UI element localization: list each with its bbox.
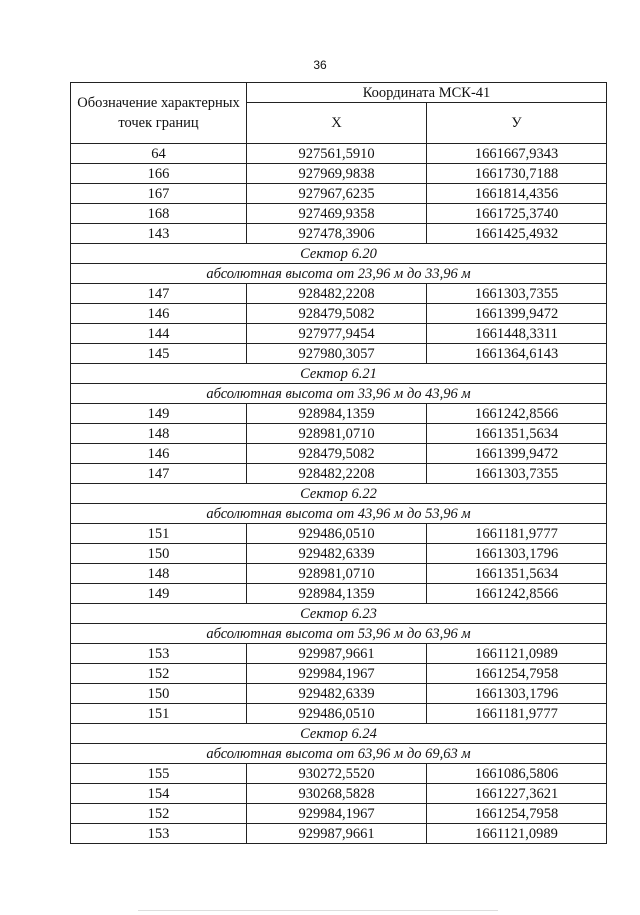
point-id-cell: 64 xyxy=(71,144,247,164)
table-row xyxy=(71,324,607,344)
sector-altitude: абсолютная высота от 63,96 м до 69,63 м xyxy=(71,744,607,764)
x-coordinate-cell: 929984,1967 xyxy=(247,664,427,684)
y-coordinate-cell: 1661242,8566 xyxy=(427,584,607,604)
y-coordinate-cell: 1661254,7958 xyxy=(427,664,607,684)
x-coordinate-cell: 927969,9838 xyxy=(247,164,427,184)
point-id-cell: 147 xyxy=(71,464,247,484)
y-coordinate-cell: 1661121,0989 xyxy=(427,644,607,664)
table-row xyxy=(71,184,607,204)
x-coordinate-cell: 927469,9358 xyxy=(247,204,427,224)
x-coordinate-cell: 928981,0710 xyxy=(247,424,427,444)
point-id-cell: 153 xyxy=(71,824,247,844)
x-coordinate-cell: 929482,6339 xyxy=(247,544,427,564)
sector-title-row xyxy=(71,724,607,744)
sector-altitude-row xyxy=(71,624,607,644)
y-coordinate-cell: 1661814,4356 xyxy=(427,184,607,204)
x-coordinate-cell: 927977,9454 xyxy=(247,324,427,344)
table-row xyxy=(71,544,607,564)
table-row xyxy=(71,404,607,424)
point-id-cell: 155 xyxy=(71,764,247,784)
point-id-cell: 148 xyxy=(71,424,247,444)
x-coordinate-cell: 930272,5520 xyxy=(247,764,427,784)
table-body xyxy=(71,144,607,844)
point-id-cell: 168 xyxy=(71,204,247,224)
sector-title-row xyxy=(71,604,607,624)
x-coordinate-cell: 928482,2208 xyxy=(247,464,427,484)
y-coordinate-cell: 1661242,8566 xyxy=(427,404,607,424)
point-id-cell: 150 xyxy=(71,544,247,564)
x-coordinate-cell: 928479,5082 xyxy=(247,304,427,324)
x-column-header: X xyxy=(247,103,427,144)
scan-edge-line xyxy=(138,910,498,911)
point-id-cell: 148 xyxy=(71,564,247,584)
point-id-cell: 150 xyxy=(71,684,247,704)
table-row xyxy=(71,464,607,484)
x-coordinate-cell: 928482,2208 xyxy=(247,284,427,304)
x-coordinate-cell: 927980,3057 xyxy=(247,344,427,364)
point-id-cell: 144 xyxy=(71,324,247,344)
table-row xyxy=(71,804,607,824)
sector-title: Сектор 6.20 xyxy=(71,244,607,264)
point-id-cell: 154 xyxy=(71,784,247,804)
x-coordinate-cell: 928479,5082 xyxy=(247,444,427,464)
table-row xyxy=(71,424,607,444)
x-coordinate-cell: 927561,5910 xyxy=(247,144,427,164)
x-coordinate-cell: 930268,5828 xyxy=(247,784,427,804)
y-coordinate-cell: 1661725,3740 xyxy=(427,204,607,224)
table-row xyxy=(71,144,607,164)
table-row xyxy=(71,524,607,544)
y-coordinate-cell: 1661303,1796 xyxy=(427,684,607,704)
x-coordinate-cell: 928981,0710 xyxy=(247,564,427,584)
table-row xyxy=(71,284,607,304)
sector-title: Сектор 6.22 xyxy=(71,484,607,504)
y-coordinate-cell: 1661351,5634 xyxy=(427,564,607,584)
sector-altitude-row xyxy=(71,504,607,524)
y-coordinate-cell: 1661351,5634 xyxy=(427,424,607,444)
y-coordinate-cell: 1661448,3311 xyxy=(427,324,607,344)
point-id-cell: 152 xyxy=(71,664,247,684)
point-id-cell: 146 xyxy=(71,304,247,324)
point-id-cell: 149 xyxy=(71,584,247,604)
table-row xyxy=(71,224,607,244)
table-row xyxy=(71,164,607,184)
sector-altitude-row xyxy=(71,384,607,404)
x-coordinate-cell: 929987,9661 xyxy=(247,824,427,844)
y-coordinate-cell: 1661086,5806 xyxy=(427,764,607,784)
y-coordinate-cell: 1661303,1796 xyxy=(427,544,607,564)
sector-title: Сектор 6.24 xyxy=(71,724,607,744)
table-row xyxy=(71,584,607,604)
table-row xyxy=(71,684,607,704)
y-coordinate-cell: 1661303,7355 xyxy=(427,284,607,304)
sector-title: Сектор 6.21 xyxy=(71,364,607,384)
point-id-cell: 143 xyxy=(71,224,247,244)
sector-altitude-row xyxy=(71,744,607,764)
y-coordinate-cell: 1661121,0989 xyxy=(427,824,607,844)
point-id-cell: 145 xyxy=(71,344,247,364)
y-coordinate-cell: 1661303,7355 xyxy=(427,464,607,484)
y-column-header: У xyxy=(427,103,607,144)
point-id-cell: 151 xyxy=(71,704,247,724)
point-id-cell: 147 xyxy=(71,284,247,304)
sector-altitude: абсолютная высота от 33,96 м до 43,96 м xyxy=(71,384,607,404)
sector-altitude-row xyxy=(71,264,607,284)
table-row xyxy=(71,824,607,844)
table-row xyxy=(71,644,607,664)
table-row xyxy=(71,204,607,224)
y-coordinate-cell: 1661425,4932 xyxy=(427,224,607,244)
sector-title-row xyxy=(71,364,607,384)
y-coordinate-cell: 1661667,9343 xyxy=(427,144,607,164)
y-coordinate-cell: 1661181,9777 xyxy=(427,704,607,724)
x-coordinate-cell: 927478,3906 xyxy=(247,224,427,244)
table-row xyxy=(71,344,607,364)
sector-title: Сектор 6.23 xyxy=(71,604,607,624)
x-coordinate-cell: 928984,1359 xyxy=(247,584,427,604)
point-id-cell: 153 xyxy=(71,644,247,664)
designation-header: Обозначение характерных точек границ xyxy=(71,83,247,144)
x-coordinate-cell: 929482,6339 xyxy=(247,684,427,704)
table-row xyxy=(71,304,607,324)
table-row xyxy=(71,564,607,584)
y-coordinate-cell: 1661181,9777 xyxy=(427,524,607,544)
table-row xyxy=(71,784,607,804)
sector-title-row xyxy=(71,244,607,264)
point-id-cell: 167 xyxy=(71,184,247,204)
x-coordinate-cell: 929486,0510 xyxy=(247,704,427,724)
coordinates-table xyxy=(70,82,607,844)
y-coordinate-cell: 1661254,7958 xyxy=(427,804,607,824)
point-id-cell: 152 xyxy=(71,804,247,824)
x-coordinate-cell: 927967,6235 xyxy=(247,184,427,204)
table-row xyxy=(71,704,607,724)
page-number: 36 xyxy=(313,58,327,72)
point-id-cell: 146 xyxy=(71,444,247,464)
x-coordinate-cell: 929984,1967 xyxy=(247,804,427,824)
y-coordinate-cell: 1661399,9472 xyxy=(427,444,607,464)
y-coordinate-cell: 1661364,6143 xyxy=(427,344,607,364)
y-coordinate-cell: 1661730,7188 xyxy=(427,164,607,184)
y-coordinate-cell: 1661227,3621 xyxy=(427,784,607,804)
sector-altitude: абсолютная высота от 23,96 м до 33,96 м xyxy=(71,264,607,284)
table-row xyxy=(71,764,607,784)
point-id-cell: 166 xyxy=(71,164,247,184)
sector-altitude: абсолютная высота от 53,96 м до 63,96 м xyxy=(71,624,607,644)
table-row xyxy=(71,444,607,464)
table-row xyxy=(71,664,607,684)
x-coordinate-cell: 929486,0510 xyxy=(247,524,427,544)
y-coordinate-cell: 1661399,9472 xyxy=(427,304,607,324)
coordinate-system-header: Координата МСК-41 xyxy=(247,83,607,103)
point-id-cell: 149 xyxy=(71,404,247,424)
x-coordinate-cell: 928984,1359 xyxy=(247,404,427,424)
sector-altitude: абсолютная высота от 43,96 м до 53,96 м xyxy=(71,504,607,524)
point-id-cell: 151 xyxy=(71,524,247,544)
sector-title-row xyxy=(71,484,607,504)
x-coordinate-cell: 929987,9661 xyxy=(247,644,427,664)
